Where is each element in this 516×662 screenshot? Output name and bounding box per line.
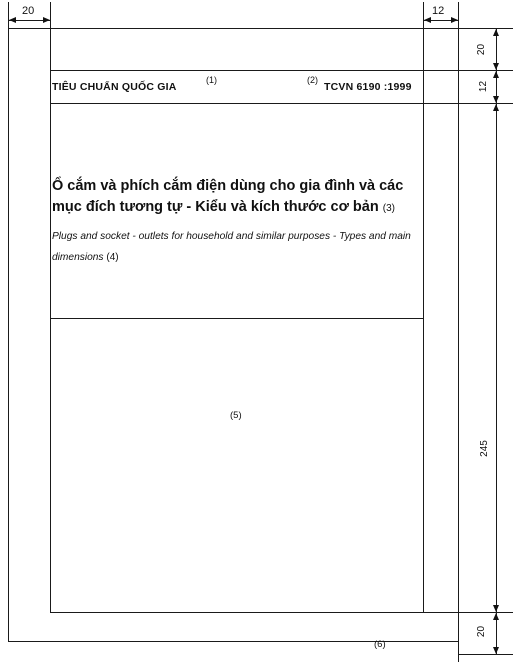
frame-left-line: [50, 28, 51, 612]
dim-bottom-arrow-down: [493, 647, 499, 654]
page-top-edge: [8, 28, 458, 29]
frame-right-line: [423, 28, 424, 612]
dim-right-arrow-left: [424, 17, 431, 23]
marker-5: (5): [230, 410, 242, 421]
frame-header-top-line: [50, 70, 513, 71]
frame-body-bottom-line: [50, 612, 513, 613]
title-vietnamese: [52, 176, 422, 219]
dim-right-ext-line-b: [458, 2, 459, 662]
dim-left-ext-line-b: [50, 2, 51, 28]
dim-vertical-tick-bottom: [458, 654, 513, 655]
marker-4: (4): [106, 252, 119, 263]
dim-body-height-label: 245: [478, 440, 490, 457]
frame-header-bottom-line: [50, 103, 513, 104]
dim-right-arrow-right: [451, 17, 458, 23]
dim-left-arrow-right: [43, 17, 50, 23]
dim-body-arrow-up: [493, 104, 499, 111]
dim-header-arrow-down: [493, 96, 499, 103]
title-vietnamese-text: Ổ cắm và phích cắm điện dùng cho gia đình và các mục đích tương tự - Kiểu và kích thước cơ bản: [52, 178, 404, 215]
dim-right-margin-label: 12: [432, 5, 445, 17]
dim-body-arrow-down: [493, 605, 499, 612]
page-bottom-edge: [8, 641, 458, 642]
dim-bottom-margin-label: 20: [476, 625, 488, 638]
marker-2: (2): [307, 75, 318, 85]
marker-3: (3): [382, 203, 395, 214]
title-english-text: Plugs and socket - outlets for household and similar purposes - Types and main dimensions: [52, 231, 411, 263]
dim-left-arrow-left: [9, 17, 16, 23]
dim-top-margin-label: 20: [476, 43, 488, 56]
dim-vertical-line: [496, 28, 497, 654]
dim-top-arrow-up: [493, 29, 499, 36]
dim-header-arrow-up: [493, 71, 499, 78]
dim-left-margin-label: 20: [22, 5, 35, 17]
dim-right-ext-line-a: [423, 2, 424, 28]
dim-vertical-tick-top: [458, 28, 513, 29]
standard-label: TIÊU CHUẨN QUỐC GIA: [52, 81, 177, 93]
marker-1: (1): [206, 75, 217, 85]
dim-top-arrow-down: [493, 63, 499, 70]
dim-bottom-arrow-up: [493, 613, 499, 620]
title-english: [52, 226, 424, 268]
marker-6: (6): [374, 639, 386, 650]
dim-header-height-label: 12: [478, 80, 490, 93]
frame-title-bottom-line: [50, 318, 423, 319]
dim-left-ext-line-a: [8, 2, 9, 642]
standard-code: TCVN 6190 :1999: [324, 81, 412, 93]
